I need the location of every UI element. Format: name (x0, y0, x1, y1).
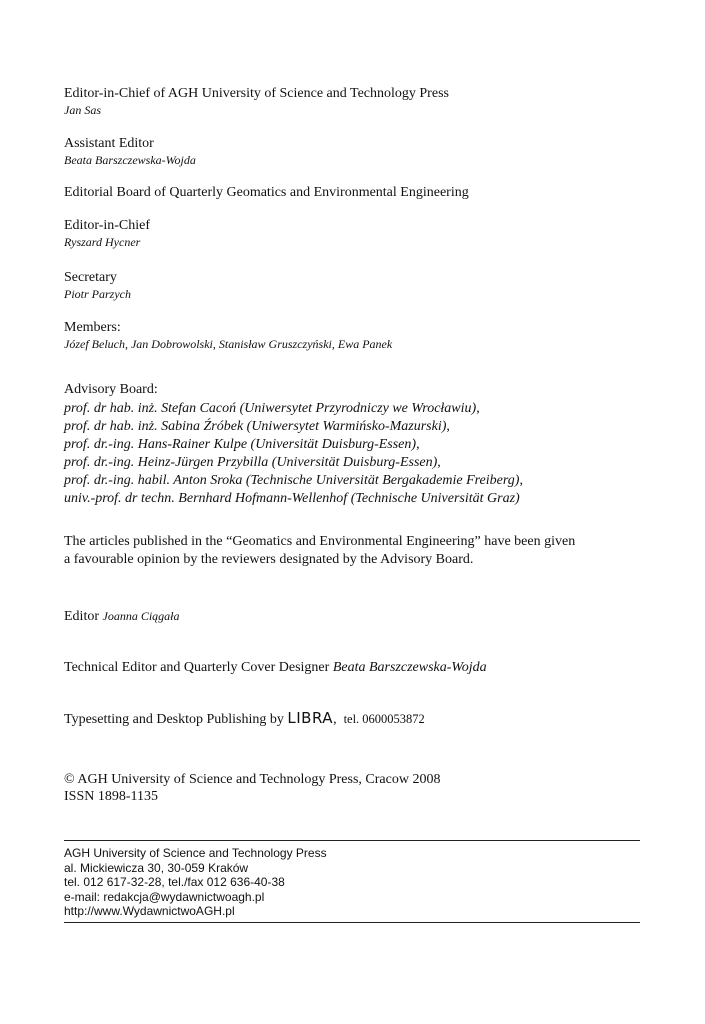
footer-line: al. Mickiewicza 30, 30-059 Kraków (64, 861, 249, 875)
members-names: Józef Beluch, Jan Dobrowolski, Stanisław Gruszczyński, Ewa Panek (64, 337, 393, 351)
statement-line-1: The articles published in the “Geomatics and Environmental Engineering” have been given (64, 534, 576, 549)
secretary-name: Piotr Parzych (64, 287, 131, 301)
footer-top-rule (64, 840, 640, 841)
issn-line: ISSN 1898-1135 (64, 789, 158, 804)
footer-line: e-mail: redakcja@wydawnictwoagh.pl (64, 890, 265, 904)
advisory-member (64, 400, 480, 417)
footer-line: tel. 012 617-32-28, tel./fax 012 636-40-38 (64, 875, 285, 889)
advisory-member-text: prof. dr.-ing. Heinz-Jürgen Przybilla (Universität Duisburg-Essen) (64, 455, 438, 470)
advisory-member-text: prof. dr.-ing. Hans-Rainer Kulpe (Universität Duisburg-Essen) (64, 437, 417, 452)
libra-company: LIBRA (287, 709, 334, 727)
board-editor-in-chief-name: Ryszard Hycner (64, 235, 141, 249)
technical-editor-name: Beata Barszczewska-Wojda (332, 660, 487, 675)
advisory-member-text: prof. dr hab. inż. Stefan Cacoń (Uniwersytet Przyrodniczy we Wrocławiu) (64, 401, 477, 416)
company-sep: , (333, 712, 337, 727)
footer-line: AGH University of Science and Technology Press (64, 846, 327, 860)
technical-editor-credit (64, 659, 487, 676)
advisory-board-label: Advisory Board: (64, 382, 158, 397)
advisory-member (64, 436, 420, 453)
advisory-member-sep: , (416, 437, 420, 452)
advisory-member-sep: , (446, 419, 450, 434)
technical-editor-label: Technical Editor and Quarterly Cover Designer (64, 660, 330, 675)
typesetting-phone: tel. 0600053872 (343, 712, 425, 726)
advisory-member-text: prof. dr hab. inż. Sabina Źróbek (Uniwersytet Warmińsko-Mazurski) (64, 419, 447, 434)
secretary-label: Secretary (64, 270, 117, 285)
press-editor-in-chief-label: Editor-in-Chief of AGH University of Science and Technology Press (64, 86, 449, 101)
advisory-member-text: prof. dr.-ing. habil. Anton Sroka (Technische Universität Bergakademie Freiberg) (64, 473, 520, 488)
members-label: Members: (64, 320, 121, 335)
footer-line: http://www.WydawnictwoAGH.pl (64, 904, 235, 918)
assistant-editor-name: Beata Barszczewska-Wojda (64, 153, 196, 167)
advisory-member-sep: , (476, 401, 480, 416)
advisory-member-sep: , (519, 473, 523, 488)
advisory-member-sep: , (437, 455, 441, 470)
editorial-board-title: Editorial Board of Quarterly Geomatics and Environmental Engineering (64, 185, 469, 200)
advisory-member (64, 418, 450, 435)
editor-credit (64, 608, 180, 625)
copyright-line: © AGH University of Science and Technology Press, Cracow 2008 (64, 772, 441, 787)
typesetting-credit (64, 710, 425, 728)
editor-name: Joanna Ciągała (102, 609, 180, 623)
press-editor-in-chief-name: Jan Sas (64, 103, 101, 117)
advisory-member (64, 490, 520, 507)
advisory-member (64, 454, 441, 471)
board-editor-in-chief-label: Editor-in-Chief (64, 218, 151, 233)
footer-bottom-rule (64, 922, 640, 923)
assistant-editor-label: Assistant Editor (64, 136, 154, 151)
typesetting-label: Typesetting and Desktop Publishing by (64, 712, 284, 727)
advisory-member-text: univ.-prof. dr techn. Bernhard Hofmann-Wellenhof (Technische Universität Graz) (64, 491, 520, 506)
statement-line-2: a favourable opinion by the reviewers designated by the Advisory Board. (64, 552, 474, 567)
editor-label: Editor (64, 609, 99, 624)
advisory-member (64, 472, 523, 489)
